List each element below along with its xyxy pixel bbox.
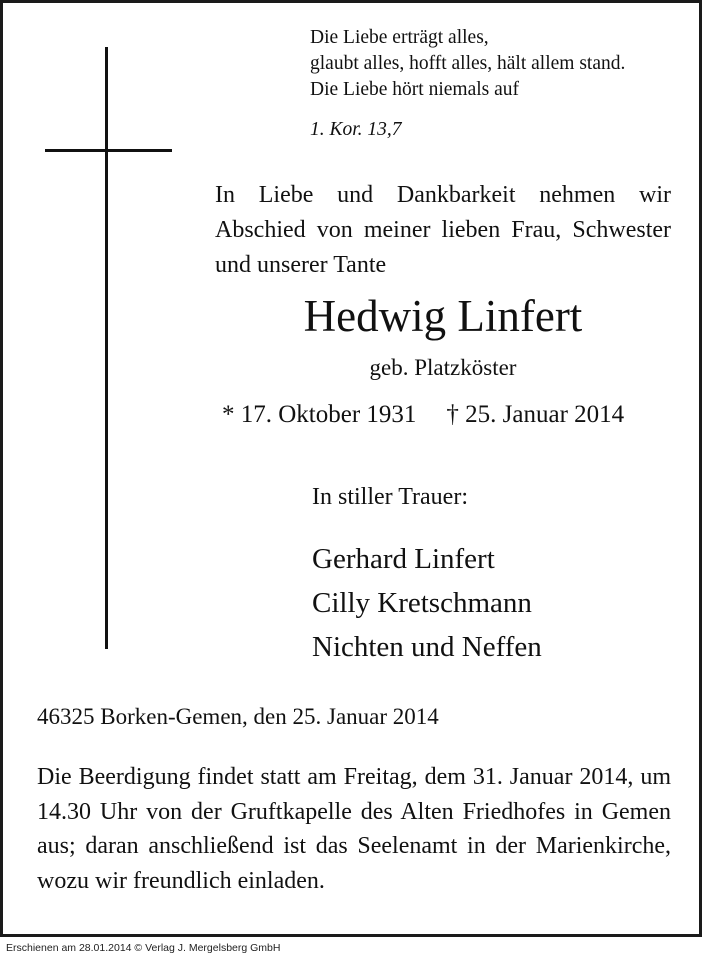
cross-icon-bar [45, 149, 172, 152]
quote-reference: 1. Kor. 13,7 [310, 119, 402, 140]
publication-footer: Erschienen am 28.01.2014 © Verlag J. Mergelsberg GmbH [6, 942, 281, 954]
quote-line: Die Liebe erträgt alles, [310, 27, 489, 48]
death-date: † 25. Januar 2014 [446, 401, 625, 428]
life-dates [222, 401, 624, 429]
cross-icon [105, 47, 108, 649]
bible-quote [310, 25, 625, 103]
mourner-name: Nichten und Neffen [312, 631, 542, 663]
mourner-name: Cilly Kretschmann [312, 587, 532, 619]
place-and-date: 46325 Borken-Gemen, den 25. Januar 2014 [37, 704, 439, 729]
maiden-name: geb. Platzköster [369, 355, 517, 380]
intro-text: In Liebe und Dankbarkeit nehmen wir Abschied von meiner lieben Frau, Schwester und unserer Tante [215, 182, 671, 278]
quote-line: Die Liebe hört niemals auf [310, 79, 520, 100]
mourners-list [312, 537, 542, 669]
quote-line: glaubt alles, hofft alles, hält allem stand. [310, 53, 626, 74]
birth-date: * 17. Oktober 1931 [222, 401, 417, 428]
mourning-heading: In stiller Trauer: [312, 484, 468, 510]
mourner-name: Gerhard Linfert [312, 543, 495, 575]
funeral-details: Die Beerdigung findet statt am Freitag, dem 31. Januar 2014, um 14.30 Uhr von der Gruftkapelle des Alten Friedhofes in Gemen aus; daran anschließend ist das Seelenamt in der Marienkirche, wozu wir freundlich einladen. [37, 764, 671, 894]
deceased-name: Hedwig Linfert [303, 291, 583, 341]
